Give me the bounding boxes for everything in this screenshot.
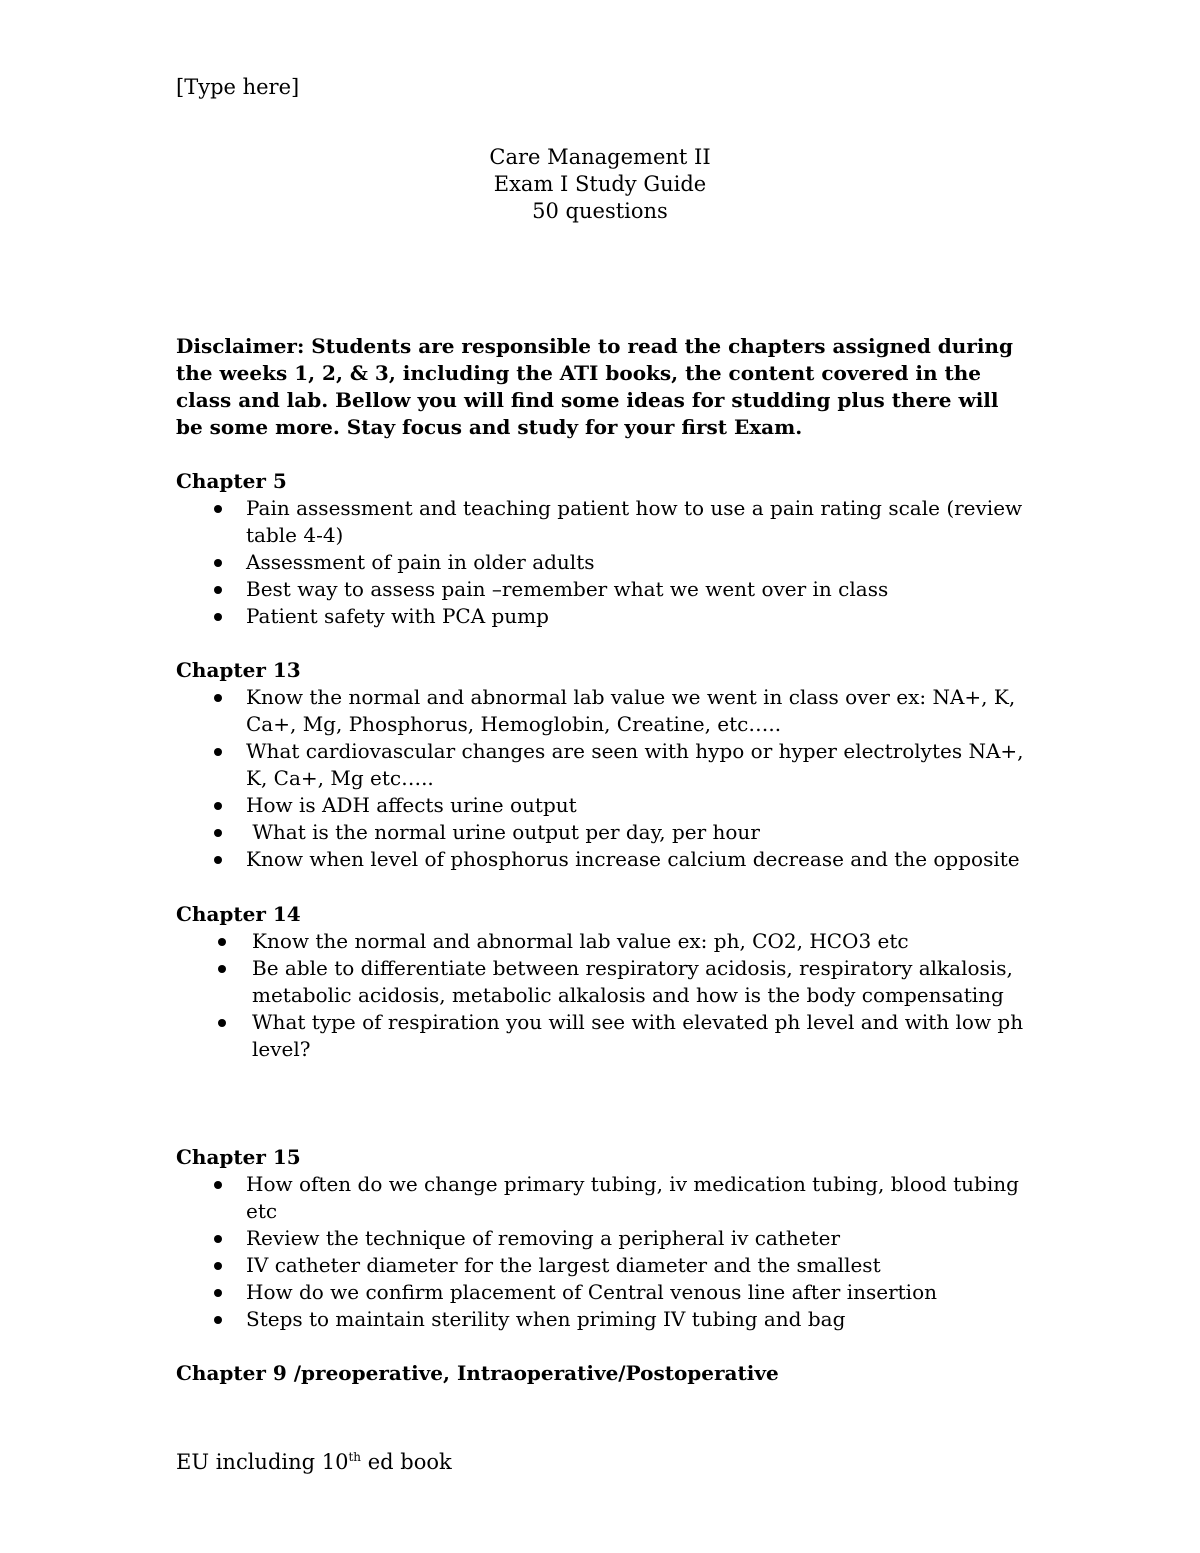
footer-note: EU including 10th ed book bbox=[176, 1450, 452, 1474]
bullet-icon bbox=[214, 748, 222, 756]
bullet-icon bbox=[214, 1235, 222, 1243]
bullet-icon bbox=[214, 586, 222, 594]
list-item: How do we confirm placement of Central venous line after insertion bbox=[176, 1279, 1026, 1306]
chapter-9-section bbox=[176, 1360, 1026, 1387]
title-block bbox=[0, 144, 1200, 225]
chapter-15-list bbox=[176, 1171, 1026, 1333]
chapter-5-section bbox=[176, 468, 1026, 630]
list-item: Know the normal and abnormal lab value we went in class over ex: NA+, K, Ca+, Mg, Phosphorus, Hemoglobin, Creatine, etc….. bbox=[176, 684, 1026, 738]
bullet-icon bbox=[214, 829, 222, 837]
chapter-5-list bbox=[176, 495, 1026, 630]
chapter-14-section bbox=[176, 901, 1026, 1063]
bullet-icon bbox=[214, 802, 222, 810]
bullet-icon bbox=[214, 1181, 222, 1189]
bullet-icon bbox=[214, 505, 222, 513]
bullet-icon bbox=[218, 1019, 226, 1027]
list-item: Patient safety with PCA pump bbox=[176, 603, 1026, 630]
list-item: Steps to maintain sterility when priming IV tubing and bag bbox=[176, 1306, 1026, 1333]
bullet-icon bbox=[214, 694, 222, 702]
bullet-icon bbox=[214, 856, 222, 864]
list-item: What type of respiration you will see with elevated ph level and with low ph level? bbox=[176, 1009, 1026, 1063]
bullet-icon bbox=[214, 1262, 222, 1270]
chapter-15-section bbox=[176, 1144, 1026, 1333]
disclaimer-paragraph: Disclaimer: Students are responsible to read the chapters assigned during the weeks 1, 2, & 3, including the ATI books, the content covered in the class and lab. Bellow you will find some ideas for studding plus there will be some more. Stay focus and study for your first Exam. bbox=[176, 334, 1013, 439]
chapter-9-heading: Chapter 9 /preoperative, Intraoperative/Postoperative bbox=[176, 1361, 779, 1385]
chapter-13-heading: Chapter 13 bbox=[176, 658, 301, 682]
guide-title: Exam I Study Guide bbox=[493, 172, 707, 196]
bullet-icon bbox=[214, 559, 222, 567]
list-item: Review the technique of removing a peripheral iv catheter bbox=[176, 1225, 1026, 1252]
list-item: Know the normal and abnormal lab value ex: ph, CO2, HCO3 etc bbox=[176, 928, 1026, 955]
list-item: How often do we change primary tubing, iv medication tubing, blood tubing etc bbox=[176, 1171, 1026, 1225]
bullet-icon bbox=[214, 1316, 222, 1324]
list-item: Best way to assess pain –remember what we went over in class bbox=[176, 576, 1026, 603]
bullet-icon bbox=[214, 613, 222, 621]
list-item: Pain assessment and teaching patient how to use a pain rating scale (review table 4-4) bbox=[176, 495, 1026, 549]
chapter-15-heading: Chapter 15 bbox=[176, 1145, 301, 1169]
page-header: [Type here] bbox=[176, 75, 300, 99]
list-item: Be able to differentiate between respiratory acidosis, respiratory alkalosis, metabolic acidosis, metabolic alkalosis and how is the body compensating bbox=[176, 955, 1026, 1009]
course-title: Care Management II bbox=[489, 145, 711, 169]
list-item: IV catheter diameter for the largest diameter and the smallest bbox=[176, 1252, 1026, 1279]
list-item: Know when level of phosphorus increase calcium decrease and the opposite bbox=[176, 846, 1026, 873]
chapter-5-heading: Chapter 5 bbox=[176, 469, 287, 493]
question-count: 50 questions bbox=[532, 199, 668, 223]
bullet-icon bbox=[218, 965, 226, 973]
bullet-icon bbox=[218, 938, 226, 946]
chapter-13-list bbox=[176, 684, 1026, 873]
list-item: What cardiovascular changes are seen with hypo or hyper electrolytes NA+, K, Ca+, Mg etc….. bbox=[176, 738, 1026, 792]
list-item: What is the normal urine output per day, per hour bbox=[176, 819, 1026, 846]
chapter-14-list bbox=[176, 928, 1026, 1063]
chapter-13-section bbox=[176, 657, 1026, 873]
list-item: How is ADH affects urine output bbox=[176, 792, 1026, 819]
chapter-14-heading: Chapter 14 bbox=[176, 902, 301, 926]
list-item: Assessment of pain in older adults bbox=[176, 549, 1026, 576]
bullet-icon bbox=[214, 1289, 222, 1297]
